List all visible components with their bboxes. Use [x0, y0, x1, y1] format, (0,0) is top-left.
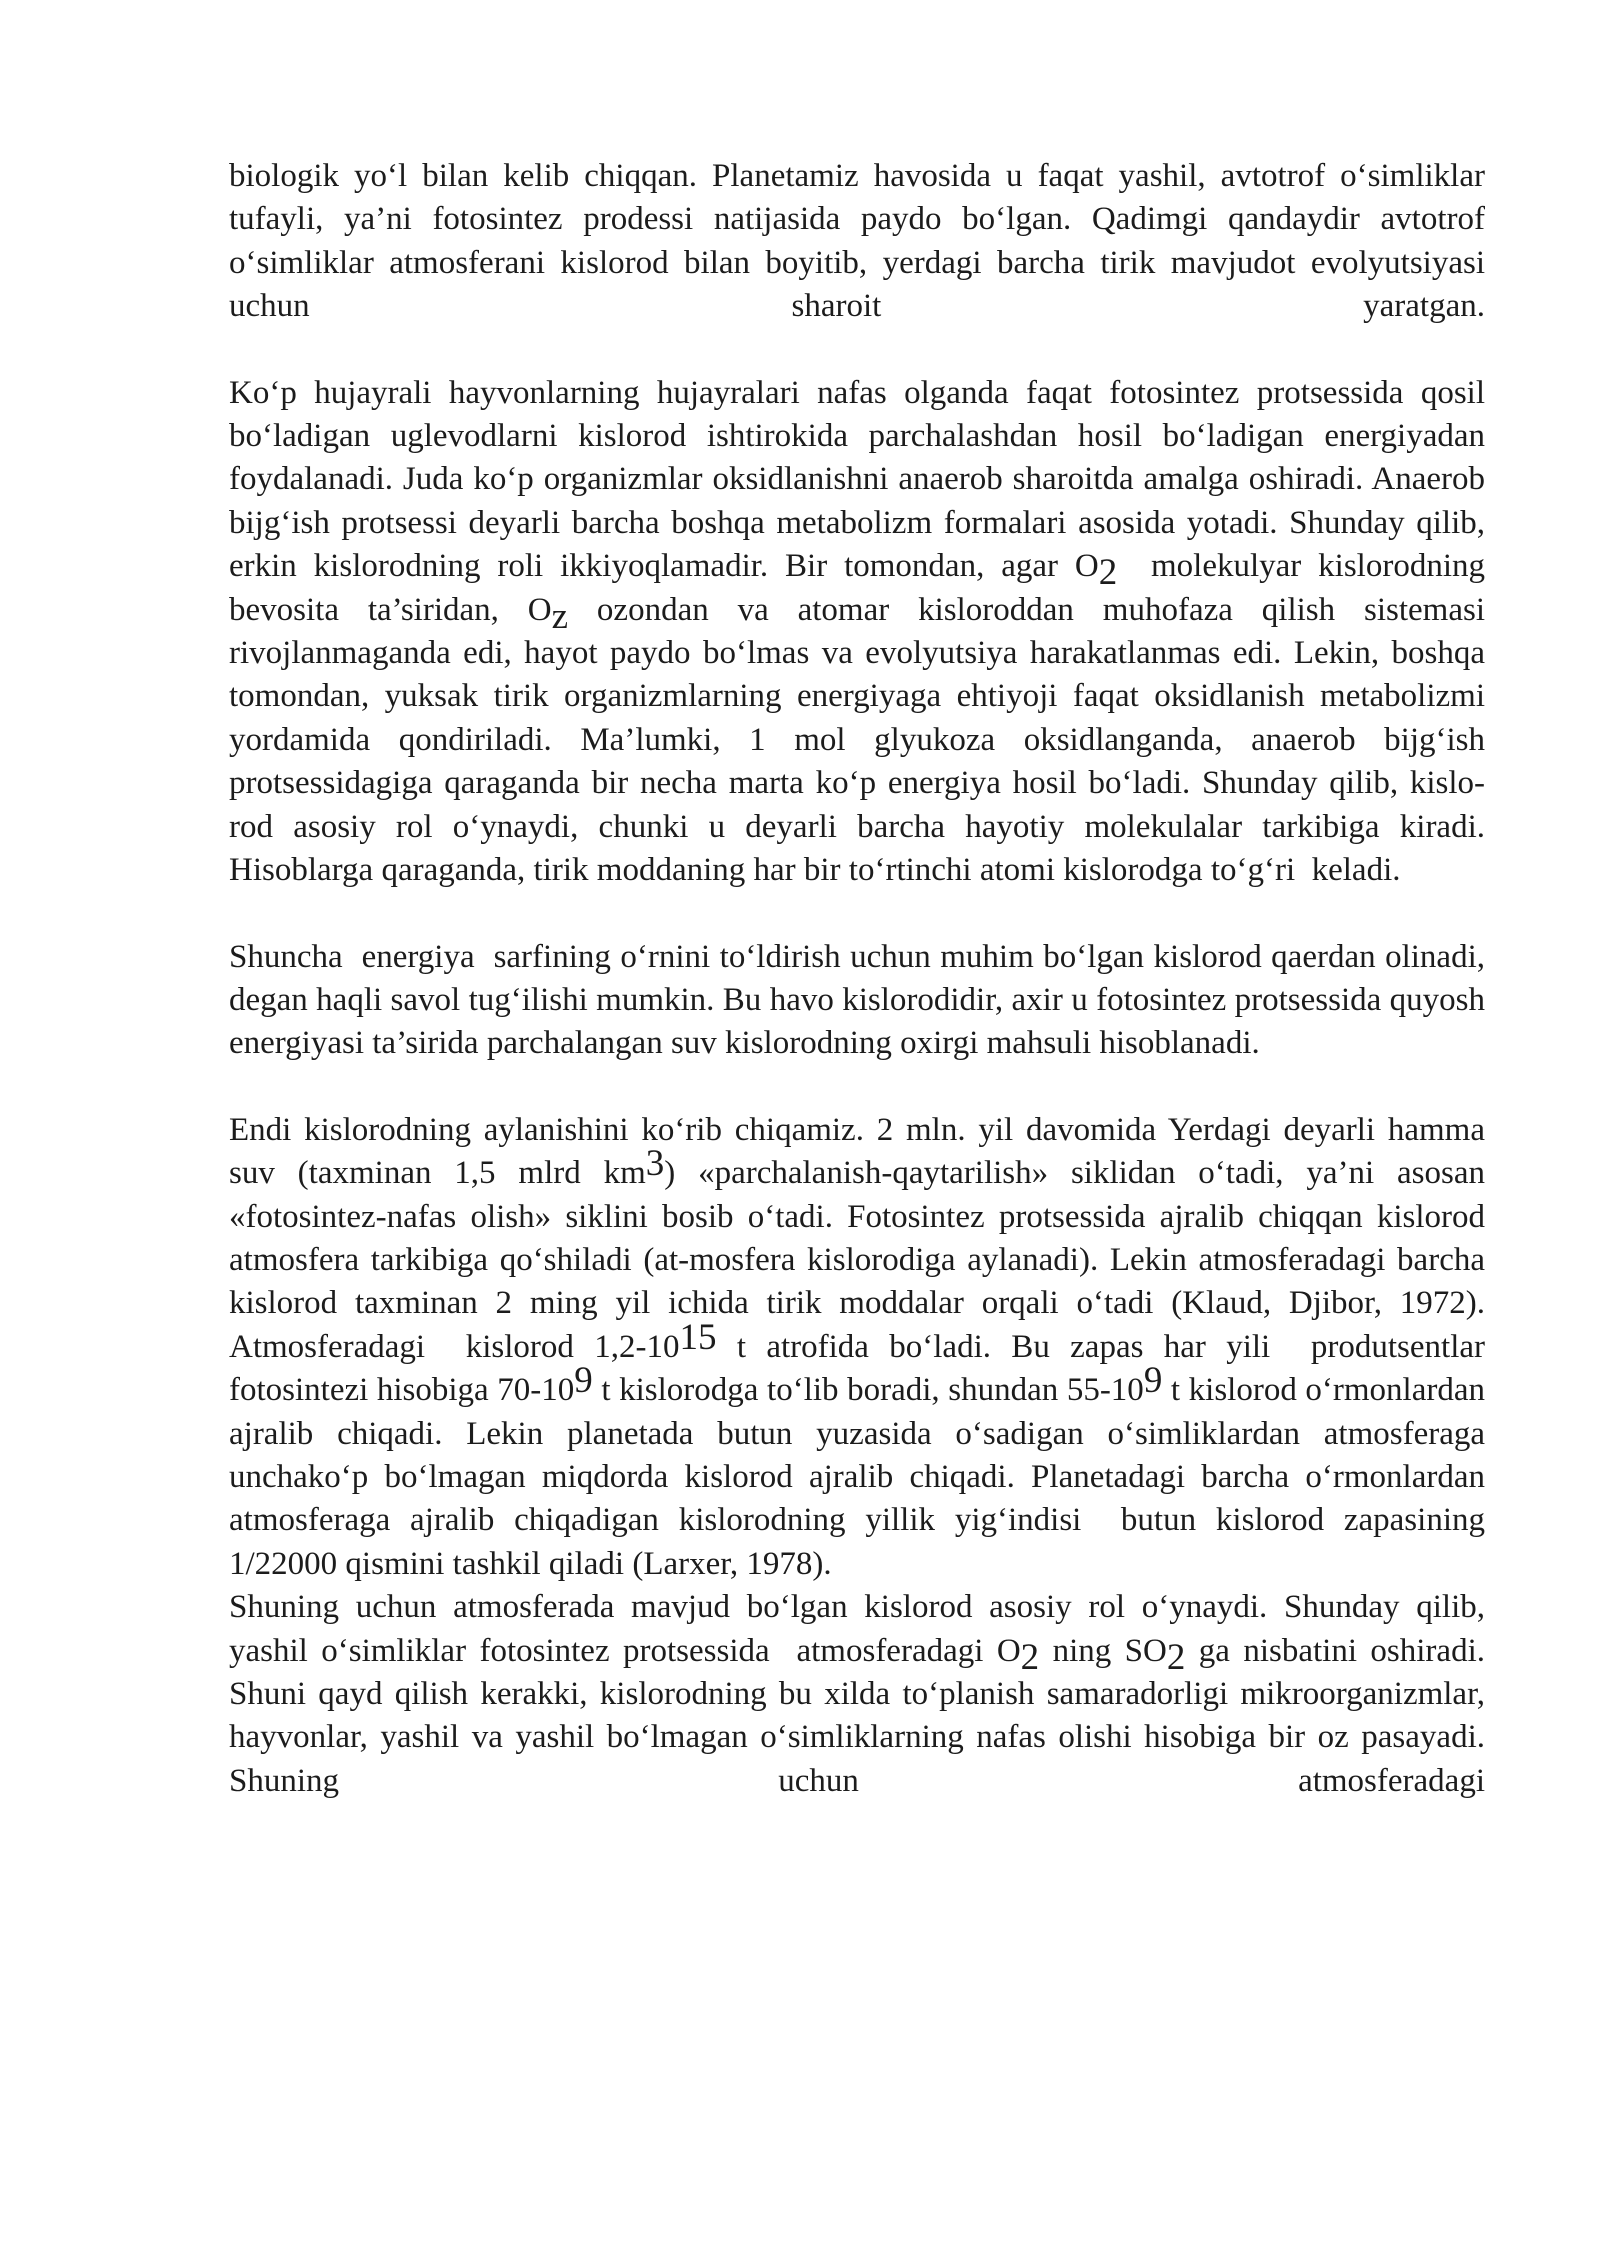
paragraph-5-text-c: ga nisbatini oshiradi. Shuni qayd qilish kerakki, kislorodning bu xilda to‘planish samaradorligi mikroorganizmlar, hayvonlar, yashil va yashil bo‘lmagan o‘simliklarning nafas olishi hisobiga bir oz pasayadi. Shuning uchun atmosferadagi [229, 1632, 1494, 1799]
paragraph-3-text: Shuncha energiya sarfining o‘rnini to‘ldirish uchun muhim bo‘lgan kislorod qaerdan olinadi, degan haqli savol tug‘ilishi mumkin. Bu havo kislorodidir, axir u fotosintez protsessida quyosh energiyasi ta’sirida parchalangan suv kislorodning oxirgi mahsuli hisoblanadi. [229, 938, 1494, 1062]
superscript-km3: 3 [645, 1143, 665, 1185]
paragraph-1 [229, 155, 1494, 329]
superscript-9a: 9 [574, 1360, 593, 1402]
superscript-15: 15 [679, 1316, 717, 1358]
paragraph-4 [229, 1109, 1494, 1586]
paragraph-5 [229, 1586, 1494, 1803]
paragraph-5-text-a: Shuning uchun atmosferada mavjud bo‘lgan kislorod asosiy rol o‘ynaydi. Shunday qilib, yashil o‘simliklar fotosintez protsessida atmosferadagi O [229, 1589, 1494, 1669]
paragraph-5-text-b: ning SO [1039, 1632, 1167, 1669]
paragraph-4-text-e: t kislorod o‘rmonlardan ajralib chiqadi. Lekin planetada butun yuzasida o‘sadigan o‘simliklardan atmosferaga unchako‘p bo‘lmagan miqdorda kislorod ajralib chiqadi. Planetadagi barcha o‘rmonlardan atmosferaga ajralib chiqadigan kislorodning yillik yig‘indisi butun kislorod zapasining 1/22000 qismini tashkil qiladi (Larxer, 1978). [229, 1372, 1494, 1582]
paragraph-3 [229, 936, 1494, 1066]
paragraph-4-text-d: t kislorodga to‘lib boradi, shundan 55-10 [592, 1372, 1144, 1409]
superscript-9b: 9 [1143, 1360, 1163, 1402]
subscript-o2-b: 2 [1020, 1636, 1040, 1678]
paragraph-2-text-a: Ko‘p hujayrali hayvonlarning hujayralari nafas olganda faqat fotosintez protsessida qosil bo‘ladigan uglevodlarni kislorod ishtirokida parchalashdan hosil bo‘ladigan energiyadan foydalanadi. Juda ko‘p organizmlar oksidlanishni anaerob sharoitda amalga oshiradi. Anaerob bijg‘ish protsessi deyarli barcha boshqa metabolizm formalari asosida yotadi. Shunday qilib, erkin kislorodning roli ikkiyoqlamadir. Bir tomondan, agar O [229, 374, 1494, 585]
paragraph-4-text-b: ) «parchalanish-qaytarilish» siklidan o‘tadi, ya’ni asosan «fotosintez-nafas olish» siklini bosib o‘tadi. Fotosintez protsessida ajralib chiqqan kislorod atmosfera tarkibiga qo‘shiladi (at-mosfera kislorodiga aylanadi). Lekin atmosferadagi barcha kislorod taxminan 2 ming yil ichida tirik moddalar orqali o‘tadi (Klaud, Djibor, 1972). Atmosferadagi kislorod 1,2-10 [229, 1155, 1494, 1365]
paragraph-2-text-b: molekulyar kislorodning bevosita ta’siridan, O [229, 548, 1494, 628]
document-page [229, 155, 1494, 1803]
paragraph-2-text-c: ozondan va atomar kisloroddan muhofaza qilish sistemasi rivojlanmaganda edi, hayot paydo bo‘lmas va evolyutsiya harakatlanmas edi. Lekin, boshqa tomondan, yuksak tirik organizmlarning energiyaga ehtiyoji faqat oksidlanish metabolizmi yordamida qondiriladi. Ma’lumki, 1 mol glyukoza oksidlanganda, anaerob bijg‘ish protsessidagiga qaraganda bir necha marta ko‘p energiya hosil bo‘ladi. Shunday qilib, kislo-rod asosiy rol o‘ynaydi, chunki u deyarli barcha hayotiy molekulalar tarkibiga kiradi. Hisoblarga qaraganda, tirik moddaning har bir to‘rtinchi atomi kislorodga to‘g‘ri keladi. [229, 591, 1494, 889]
paragraph-1-text: biologik yo‘l bilan kelib chiqqan. Planetamiz havosida u faqat yashil, avtotrof o‘simliklar tufayli, ya’ni fotosintez prodessi natijasida paydo bo‘lgan. Qadimgi qandaydir avtotrof o‘simliklar atmosferani kislorod bilan boyitib, yerdagi barcha tirik mavjudot evolyutsiyasi uchun sharoit yaratgan. [229, 158, 1494, 325]
subscript-oz: z [551, 595, 569, 637]
paragraph-4-text-c: t atrofida bo‘ladi. Bu zapas har yili produtsentlar fotosintezi hisobiga 70-10 [229, 1328, 1494, 1409]
subscript-so2: 2 [1166, 1636, 1186, 1678]
paragraph-2 [229, 372, 1494, 893]
paragraph-4-text-a: Endi kislorodning aylanishini ko‘rib chiqamiz. 2 mln. yil davomida Yerdagi deyarli hamma suv (taxminan 1,5 mlrd km [229, 1111, 1494, 1192]
subscript-o2: 2 [1098, 552, 1118, 594]
